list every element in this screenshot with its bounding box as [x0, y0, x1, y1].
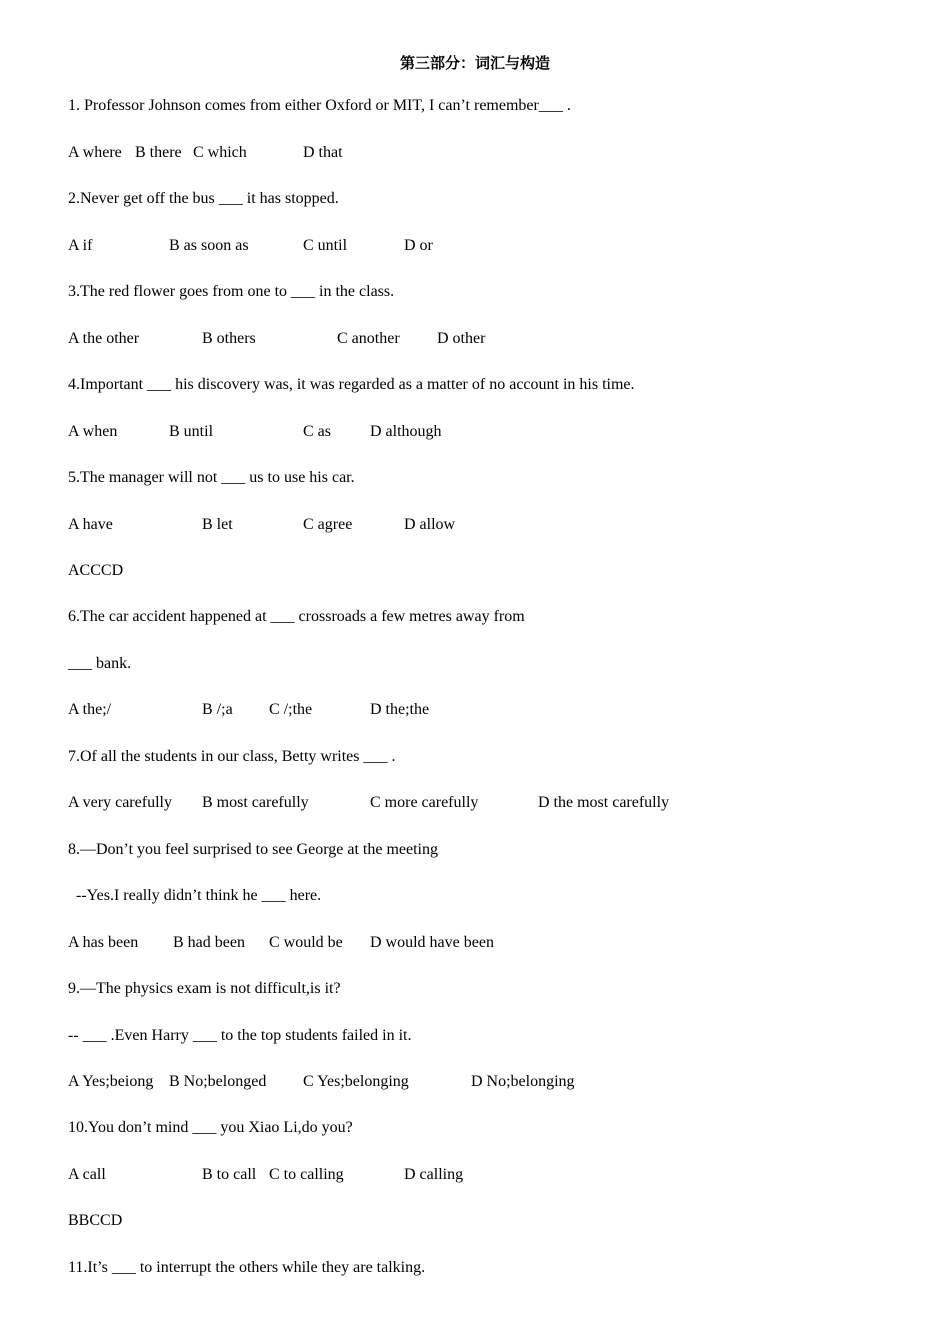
answer-key-6-10: BBCCD: [68, 1212, 123, 1229]
question-6-stem: 6.The car accident happened at ___ crossroads a few metres away from: [68, 608, 525, 625]
q3-option-a: A the other: [68, 330, 140, 347]
q5-option-b: B let: [202, 516, 233, 533]
q9-option-c: C Yes;belonging: [303, 1073, 409, 1090]
q5-option-d: D allow: [404, 516, 456, 533]
question-8-stem: 8.—Don’t you feel surprised to see George at the meeting: [68, 841, 438, 858]
q7-option-c: C more carefully: [370, 794, 479, 811]
question-3-stem: 3.The red flower goes from one to ___ in the class.: [68, 283, 395, 300]
q9-option-a: A Yes;beiong: [68, 1073, 154, 1090]
question-1-stem: 1. Professor Johnson comes from either Oxford or MIT, I can’t remember___ .: [68, 97, 571, 114]
q2-option-c: C until: [303, 237, 348, 254]
q4-option-a: A when: [68, 423, 118, 440]
q5-option-c: C agree: [303, 516, 353, 533]
q5-option-a: A have: [68, 516, 113, 533]
q1-option-b: B there: [135, 144, 182, 161]
question-9-stem-continued: -- ___ .Even Harry ___ to the top students failed in it.: [68, 1027, 412, 1044]
q2-option-b: B as soon as: [169, 237, 249, 254]
question-2-stem: 2.Never get off the bus ___ it has stopped.: [68, 190, 339, 207]
q10-option-b: B to call: [202, 1166, 257, 1183]
question-8-stem-continued: --Yes.I really didn’t think he ___ here.: [68, 887, 322, 904]
q10-option-a: A call: [68, 1166, 106, 1183]
page-title: 第三部分：词汇与构造: [399, 54, 550, 72]
q3-option-d: D other: [437, 330, 486, 347]
question-11-stem: 11.It’s ___ to interrupt the others while they are talking.: [68, 1259, 426, 1276]
q4-option-c: C as: [303, 423, 331, 440]
q10-option-c: C to calling: [269, 1166, 344, 1183]
q1-option-d: D that: [303, 144, 343, 161]
question-10-stem: 10.You don’t mind ___ you Xiao Li,do you?: [68, 1119, 353, 1136]
q2-option-d: D or: [404, 237, 433, 254]
q6-option-a: A the;/: [68, 701, 112, 718]
q7-option-a: A very carefully: [68, 794, 172, 811]
q6-option-c: C /;the: [269, 701, 313, 718]
q8-option-b: B had been: [173, 934, 245, 951]
question-4-stem: 4.Important ___ his discovery was, it was regarded as a matter of no account in his time.: [68, 376, 635, 393]
question-6-stem-continued: ___ bank.: [68, 655, 132, 672]
question-7-stem: 7.Of all the students in our class, Betty writes ___ .: [68, 748, 396, 765]
q7-option-d: D the most carefully: [538, 794, 670, 811]
q6-option-b: B /;a: [202, 701, 233, 718]
q4-option-b: B until: [169, 423, 214, 440]
q3-option-b: B others: [202, 330, 256, 347]
q8-option-a: A has been: [68, 934, 139, 951]
q8-option-c: C would be: [269, 934, 343, 951]
q9-option-d: D No;belonging: [471, 1073, 575, 1090]
q9-option-b: B No;belonged: [169, 1073, 267, 1090]
q4-option-d: D although: [370, 423, 442, 440]
q1-option-c: C which: [193, 144, 247, 161]
q2-option-a: A if: [68, 237, 93, 254]
question-9-stem: 9.—The physics exam is not difficult,is it?: [68, 980, 341, 997]
question-5-stem: 5.The manager will not ___ us to use his car.: [68, 469, 355, 486]
answer-key-1-5: ACCCD: [68, 562, 124, 579]
q8-option-d: D would have been: [370, 934, 494, 951]
q3-option-c: C another: [337, 330, 400, 347]
q6-option-d: D the;the: [370, 701, 430, 718]
q7-option-b: B most carefully: [202, 794, 309, 811]
q1-option-a: A where: [68, 144, 122, 161]
q10-option-d: D calling: [404, 1166, 464, 1183]
